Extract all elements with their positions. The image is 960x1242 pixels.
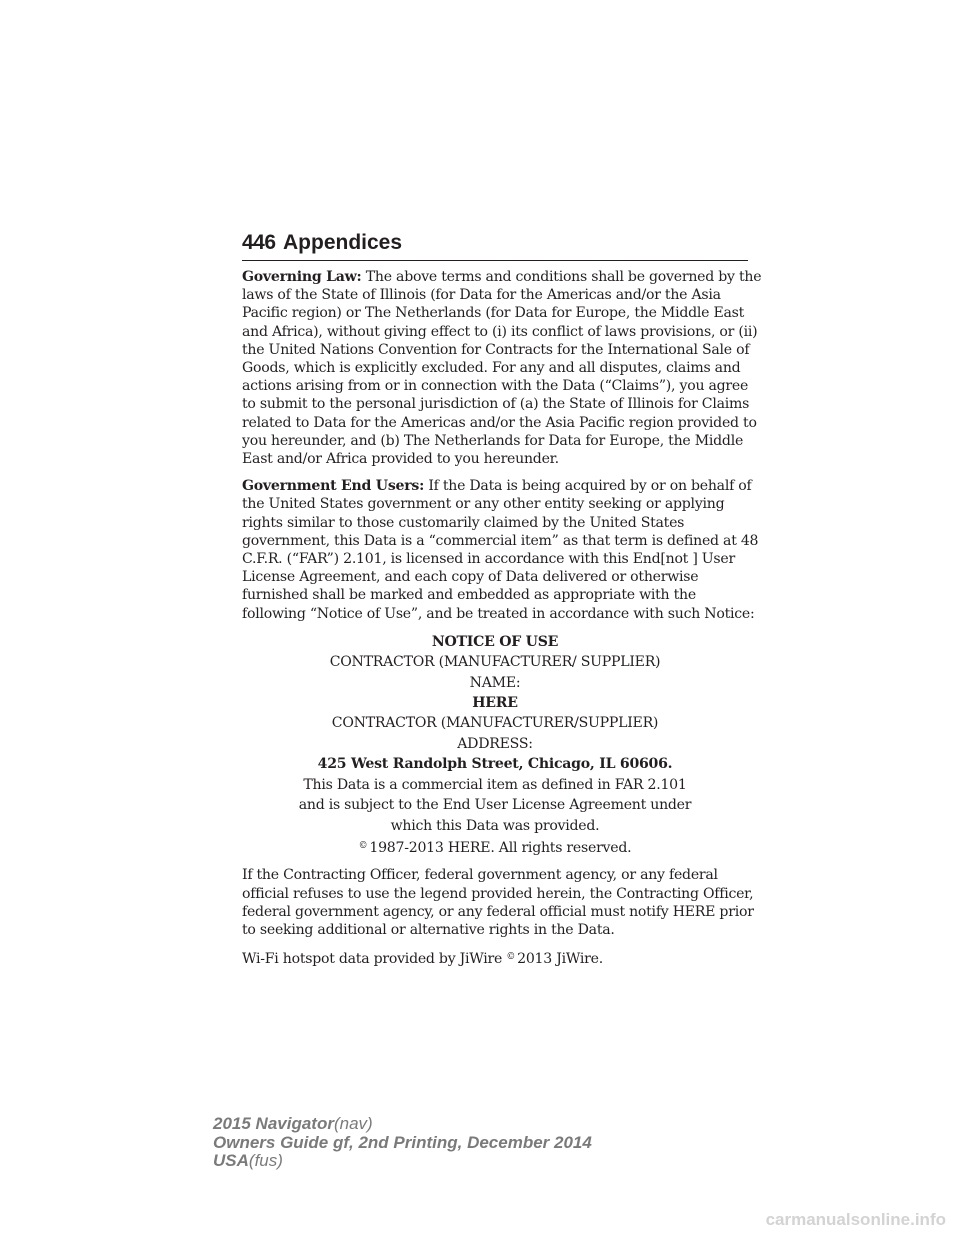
- notice-title: NOTICE OF USE: [431, 633, 559, 650]
- notice-statement-line-2: and is subject to the End User License Agreement under: [298, 797, 692, 814]
- section-title: Appendices: [283, 231, 403, 254]
- governing-law-heading: Governing Law:: [242, 269, 362, 285]
- refusal-paragraph: If the Contracting Officer, federal government agency, or any federal official refuses to use the legend provided herein, the Contracting Officer, federal government agency, or any federal official must notify HERE prior to seeking additional or alternative rights in the Data.: [242, 867, 754, 938]
- governing-law-paragraph: [242, 268, 762, 468]
- footer-line-3: [213, 1152, 592, 1171]
- footer-model-code: (nav): [333, 1114, 373, 1133]
- page-number: 446: [242, 231, 276, 254]
- contractor-address-label-1: CONTRACTOR (MANUFACTURER/SUPPLIER): [331, 715, 659, 732]
- footer-line-1: [213, 1115, 592, 1134]
- notice-of-use-block: [242, 632, 748, 858]
- copyright-icon: ©: [506, 952, 516, 963]
- governing-law-body: The above terms and conditions shall be governed by the laws of the State of Illinois (for Data for the Americas and/or the Asia Pacific region) or The Netherlands (for Data for Europe, the Middle East and Africa), without giving effect to (i) its conflict of laws provisions, or (ii) the United Nations Convention for Contracts for the International Sale of Goods, which is explicitly excluded. For any and all disputes, claims and actions arising from or in connection with the Data (“Claims”), you agree to submit to the personal jurisdiction of (a) the State of Illinois for Claims related to Data for the Americas and/or the Asia Pacific region provided to you hereunder, and (b) The Netherlands for Data for Europe, the Middle East and/or Africa provided to you hereunder.: [242, 269, 762, 468]
- notice-copyright-text: 1987-2013 HERE. All rights reserved.: [369, 839, 632, 856]
- government-end-users-paragraph: [242, 477, 762, 623]
- government-end-users-heading: Government End Users:: [242, 478, 425, 495]
- contractor-name-label-2: NAME:: [469, 674, 521, 691]
- contractor-address-label-2: ADDRESS:: [457, 735, 533, 752]
- notice-copyright: [242, 836, 748, 858]
- wifi-text-after: 2013 JiWire.: [517, 951, 603, 968]
- document-footer: [213, 1115, 592, 1171]
- page-content: [242, 268, 762, 977]
- contractor-name-label-1: CONTRACTOR (MANUFACTURER/ SUPPLIER): [329, 654, 661, 671]
- footer-market: USA: [213, 1151, 249, 1170]
- notice-statement-line-3: which this Data was provided.: [390, 817, 600, 834]
- wifi-paragraph: [242, 948, 762, 968]
- notice-statement-line-1: This Data is a commercial item as defined in FAR 2.101: [303, 776, 687, 793]
- footer-line-2: Owners Guide gf, 2nd Printing, December 2014: [213, 1132, 592, 1152]
- footer-model: 2015 Navigator: [213, 1114, 334, 1133]
- copyright-icon: ©: [358, 840, 368, 851]
- contractor-address: 425 West Randolph Street, Chicago, IL 60606.: [317, 756, 673, 773]
- government-end-users-body: If the Data is being acquired by or on behalf of the United States government or any other entity seeking or applying rights similar to those customarily claimed by the United States government, this Data is a “commercial item” as that term is defined at 48 C.F.R. (“FAR”) 2.101, is licensed in accordance with this End[not ] User License Agreement, and each copy of Data delivered or otherwise furnished shall be marked and embedded as appropriate with the following “Notice of Use”, and be treated in accordance with such Notice:: [242, 478, 759, 622]
- contractor-name: HERE: [472, 695, 518, 712]
- footer-market-code: (fus): [248, 1151, 283, 1170]
- wifi-text-before: Wi-Fi hotspot data provided by JiWire: [242, 951, 507, 968]
- page-header: [242, 230, 748, 261]
- watermark: carmanualsonline.info: [765, 1210, 946, 1229]
